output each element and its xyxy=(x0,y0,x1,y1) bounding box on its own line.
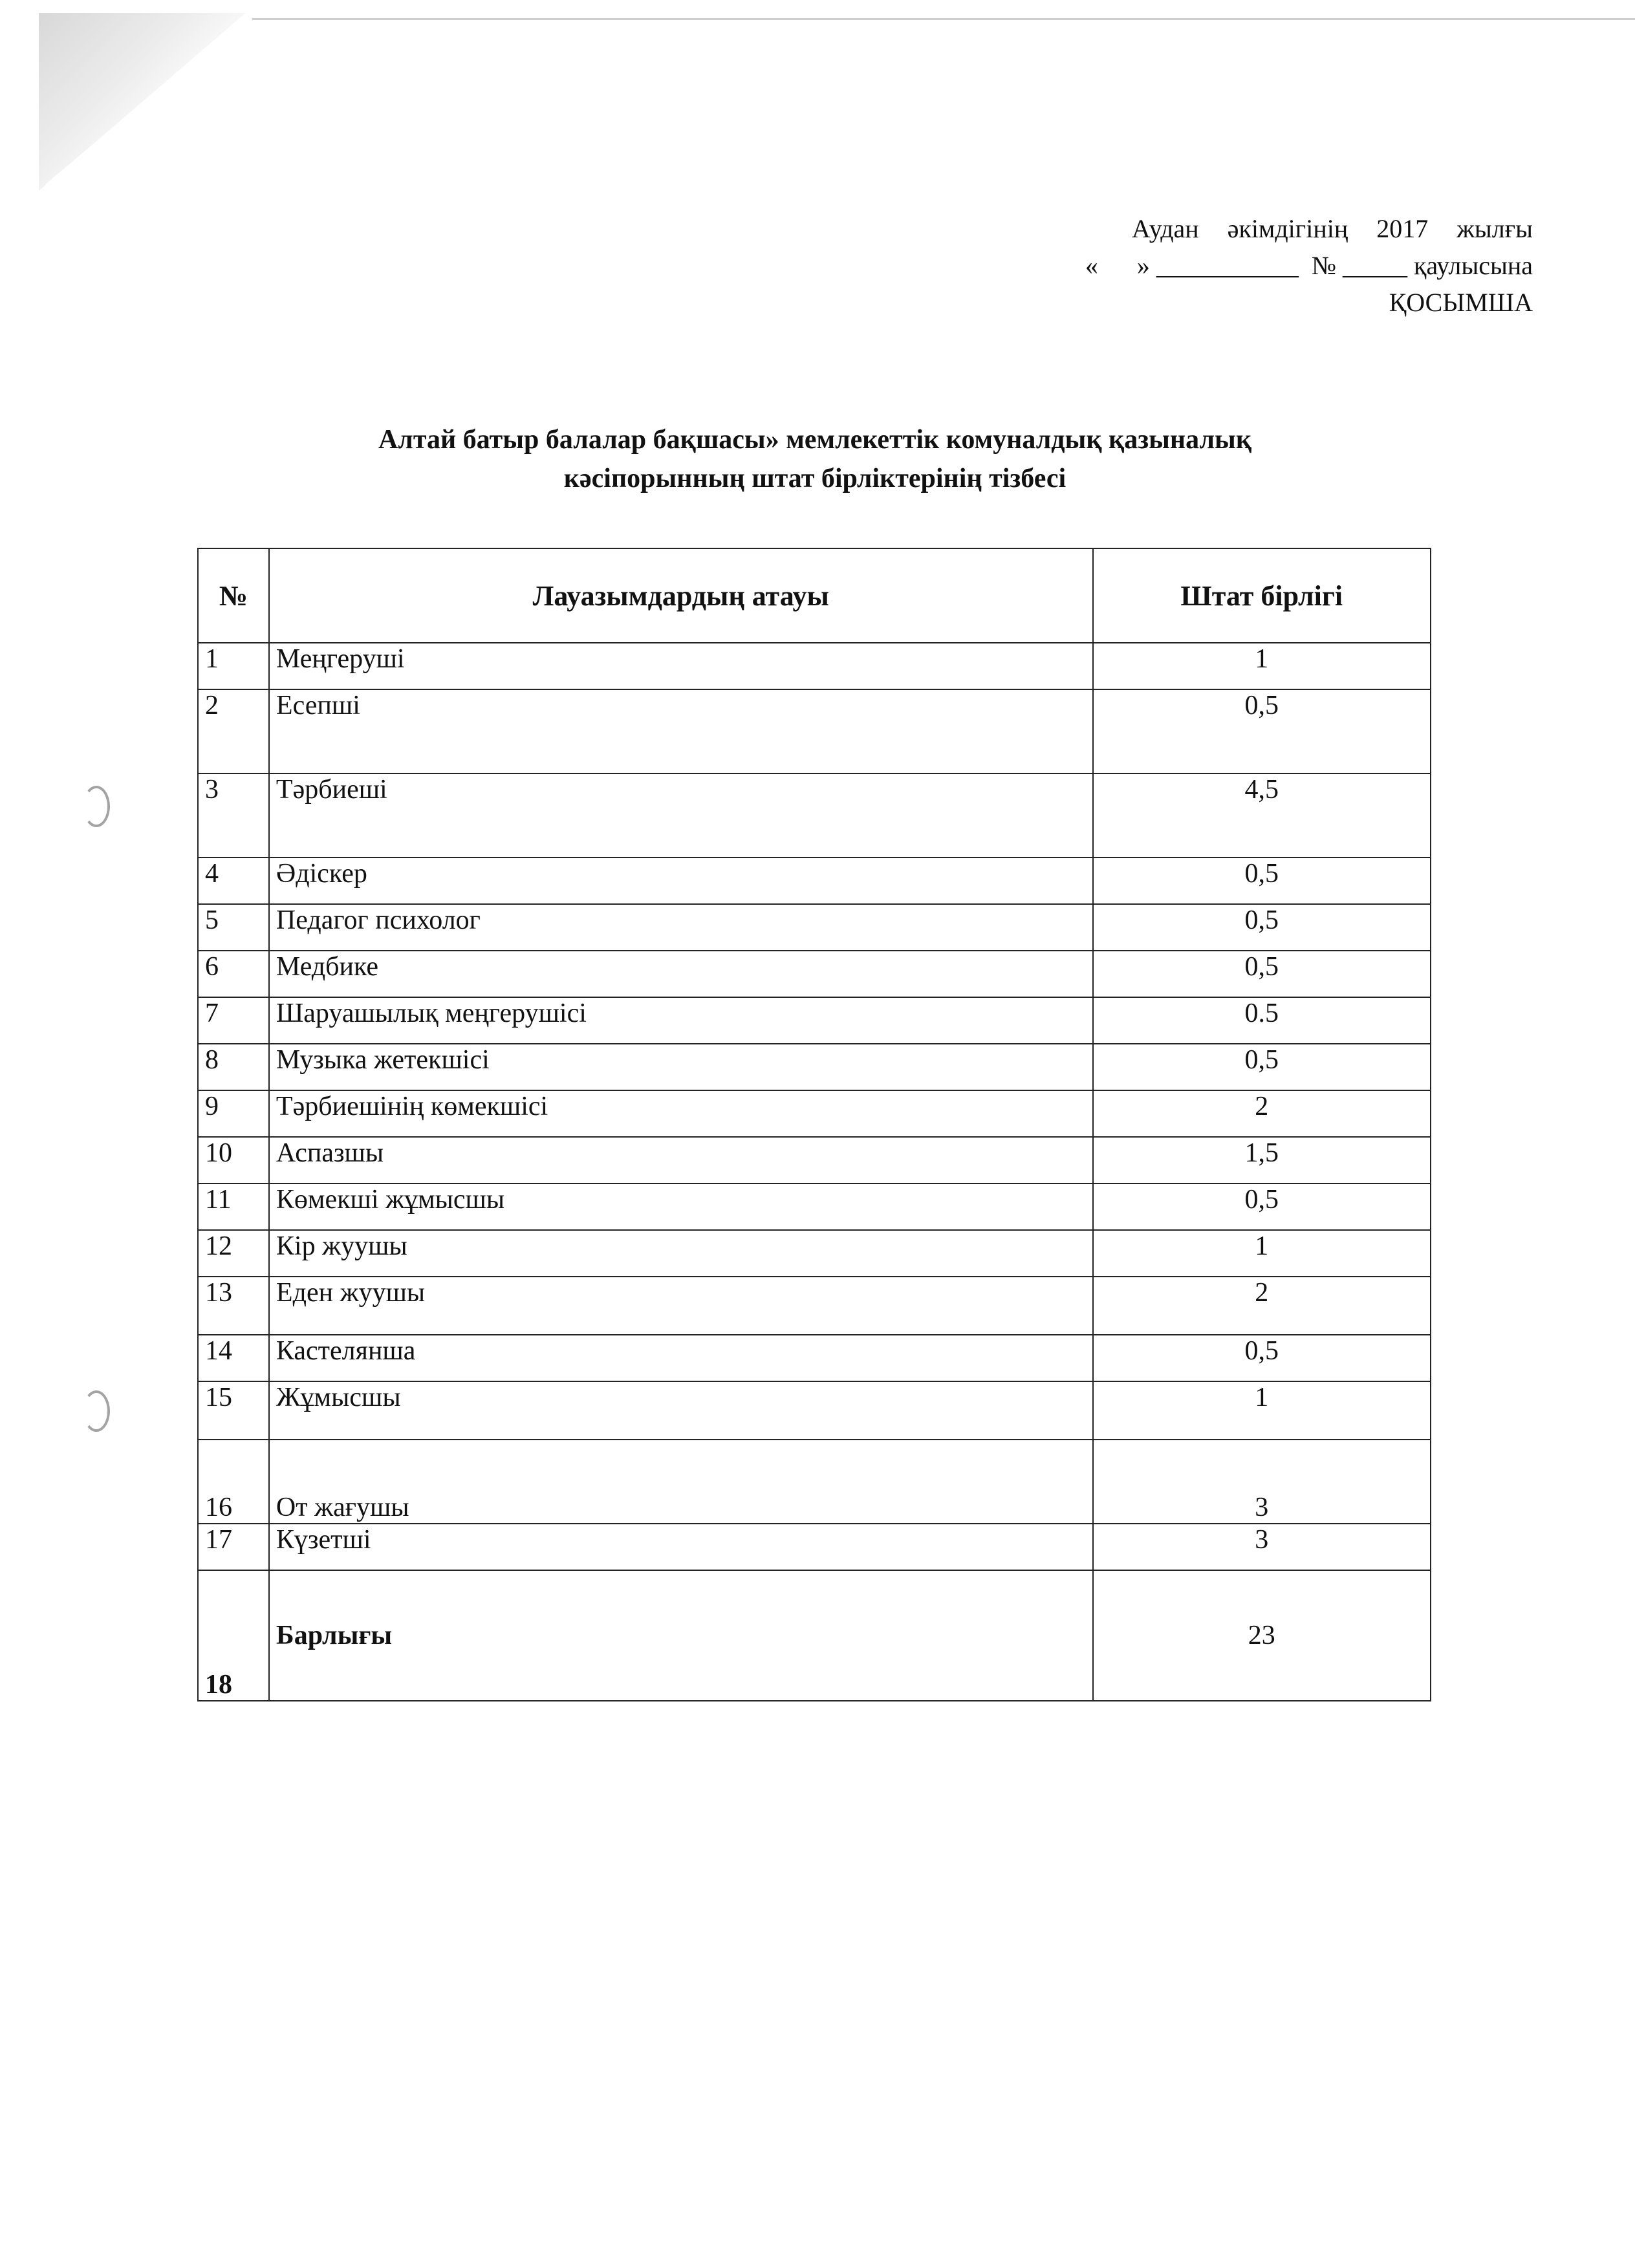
row-position: Күзетші xyxy=(269,1524,1093,1570)
row-position: Көмекші жұмысшы xyxy=(269,1183,1093,1230)
row-units: 2 xyxy=(1093,1277,1431,1335)
row-position: Әдіскер xyxy=(269,858,1093,904)
row-position: Тәрбиеші xyxy=(269,773,1093,858)
row-position: Кастелянша xyxy=(269,1335,1093,1381)
row-units: 0,5 xyxy=(1093,689,1431,773)
header-line-1: Аудан әкімдігінің 2017 жылғы xyxy=(1131,214,1533,243)
row-position: Тәрбиешінің көмекшісі xyxy=(269,1090,1093,1137)
row-number: 7 xyxy=(198,997,269,1044)
table-row xyxy=(198,643,1431,689)
table-row xyxy=(198,1335,1431,1381)
total-label: Барлығы xyxy=(269,1570,1093,1701)
row-units: 3 xyxy=(1093,1524,1431,1570)
staff-table xyxy=(197,548,1431,1701)
row-units: 3 xyxy=(1093,1440,1431,1524)
row-number: 5 xyxy=(198,904,269,951)
row-number: 13 xyxy=(198,1277,269,1335)
row-number: 9 xyxy=(198,1090,269,1137)
row-position: Жұмысшы xyxy=(269,1381,1093,1440)
row-units: 4,5 xyxy=(1093,773,1431,858)
header-position-name: Лауазымдардың атауы xyxy=(269,548,1093,643)
row-number: 16 xyxy=(198,1440,269,1524)
paper-edge xyxy=(252,18,1635,20)
row-number: 2 xyxy=(198,689,269,773)
row-number: 4 xyxy=(198,858,269,904)
total-units: 23 xyxy=(1093,1570,1431,1701)
row-number: 15 xyxy=(198,1381,269,1440)
row-number: 12 xyxy=(198,1230,269,1277)
table-row xyxy=(198,689,1431,773)
row-number: 14 xyxy=(198,1335,269,1381)
row-units: 0,5 xyxy=(1093,904,1431,951)
table-row xyxy=(198,1044,1431,1090)
table-row xyxy=(198,951,1431,997)
table-row xyxy=(198,1137,1431,1183)
table-row xyxy=(198,1183,1431,1230)
row-units: 0,5 xyxy=(1093,1183,1431,1230)
row-position: Есепші xyxy=(269,689,1093,773)
table-header-row xyxy=(198,548,1431,643)
table-row xyxy=(198,1440,1431,1524)
row-units: 0,5 xyxy=(1093,1335,1431,1381)
row-position: Музыка жетекшісі xyxy=(269,1044,1093,1090)
header-number: № xyxy=(198,548,269,643)
row-number: 17 xyxy=(198,1524,269,1570)
table-row xyxy=(198,1524,1431,1570)
row-units: 1 xyxy=(1093,1230,1431,1277)
title-line-2: кәсіпорынның штат бірліктерінің тізбесі xyxy=(563,464,1067,493)
row-position: Меңгеруші xyxy=(269,643,1093,689)
row-position: Медбике xyxy=(269,951,1093,997)
table-row xyxy=(198,997,1431,1044)
row-units: 0,5 xyxy=(1093,951,1431,997)
row-number: 10 xyxy=(198,1137,269,1183)
row-units: 1 xyxy=(1093,643,1431,689)
row-position: Еден жуушы xyxy=(269,1277,1093,1335)
row-position: Педагог психолог xyxy=(269,904,1093,951)
row-units: 1 xyxy=(1093,1381,1431,1440)
header-line-2: « » ___________ № _____ қаулысына xyxy=(1085,251,1533,280)
table-total-row xyxy=(198,1570,1431,1701)
table-row xyxy=(198,858,1431,904)
row-number: 11 xyxy=(198,1183,269,1230)
row-position: Аспазшы xyxy=(269,1137,1093,1183)
table-row xyxy=(198,1277,1431,1335)
header-staff-units: Штат бірлігі xyxy=(1093,548,1431,643)
row-units: 0.5 xyxy=(1093,997,1431,1044)
row-number: 6 xyxy=(198,951,269,997)
punch-hole-mark xyxy=(83,1390,110,1432)
document-title xyxy=(194,420,1436,498)
row-number: 1 xyxy=(198,643,269,689)
document-header xyxy=(1085,210,1533,321)
table-row xyxy=(198,1381,1431,1440)
row-number: 3 xyxy=(198,773,269,858)
table-row xyxy=(198,904,1431,951)
row-units: 1,5 xyxy=(1093,1137,1431,1183)
header-line-3: ҚОСЫМША xyxy=(1389,288,1533,317)
table-row xyxy=(198,773,1431,858)
row-position: Шаруашылық меңгерушісі xyxy=(269,997,1093,1044)
row-units: 0,5 xyxy=(1093,858,1431,904)
table-row xyxy=(198,1230,1431,1277)
row-position: От жағушы xyxy=(269,1440,1093,1524)
row-units: 0,5 xyxy=(1093,1044,1431,1090)
row-units: 2 xyxy=(1093,1090,1431,1137)
row-position: Кір жуушы xyxy=(269,1230,1093,1277)
table-row xyxy=(198,1090,1431,1137)
total-row-number: 18 xyxy=(198,1570,269,1701)
punch-hole-mark xyxy=(83,786,110,827)
title-line-1: Алтай батыр балалар бақшасы» мемлекеттік комуналдық қазыналық xyxy=(378,425,1252,455)
row-number: 8 xyxy=(198,1044,269,1090)
